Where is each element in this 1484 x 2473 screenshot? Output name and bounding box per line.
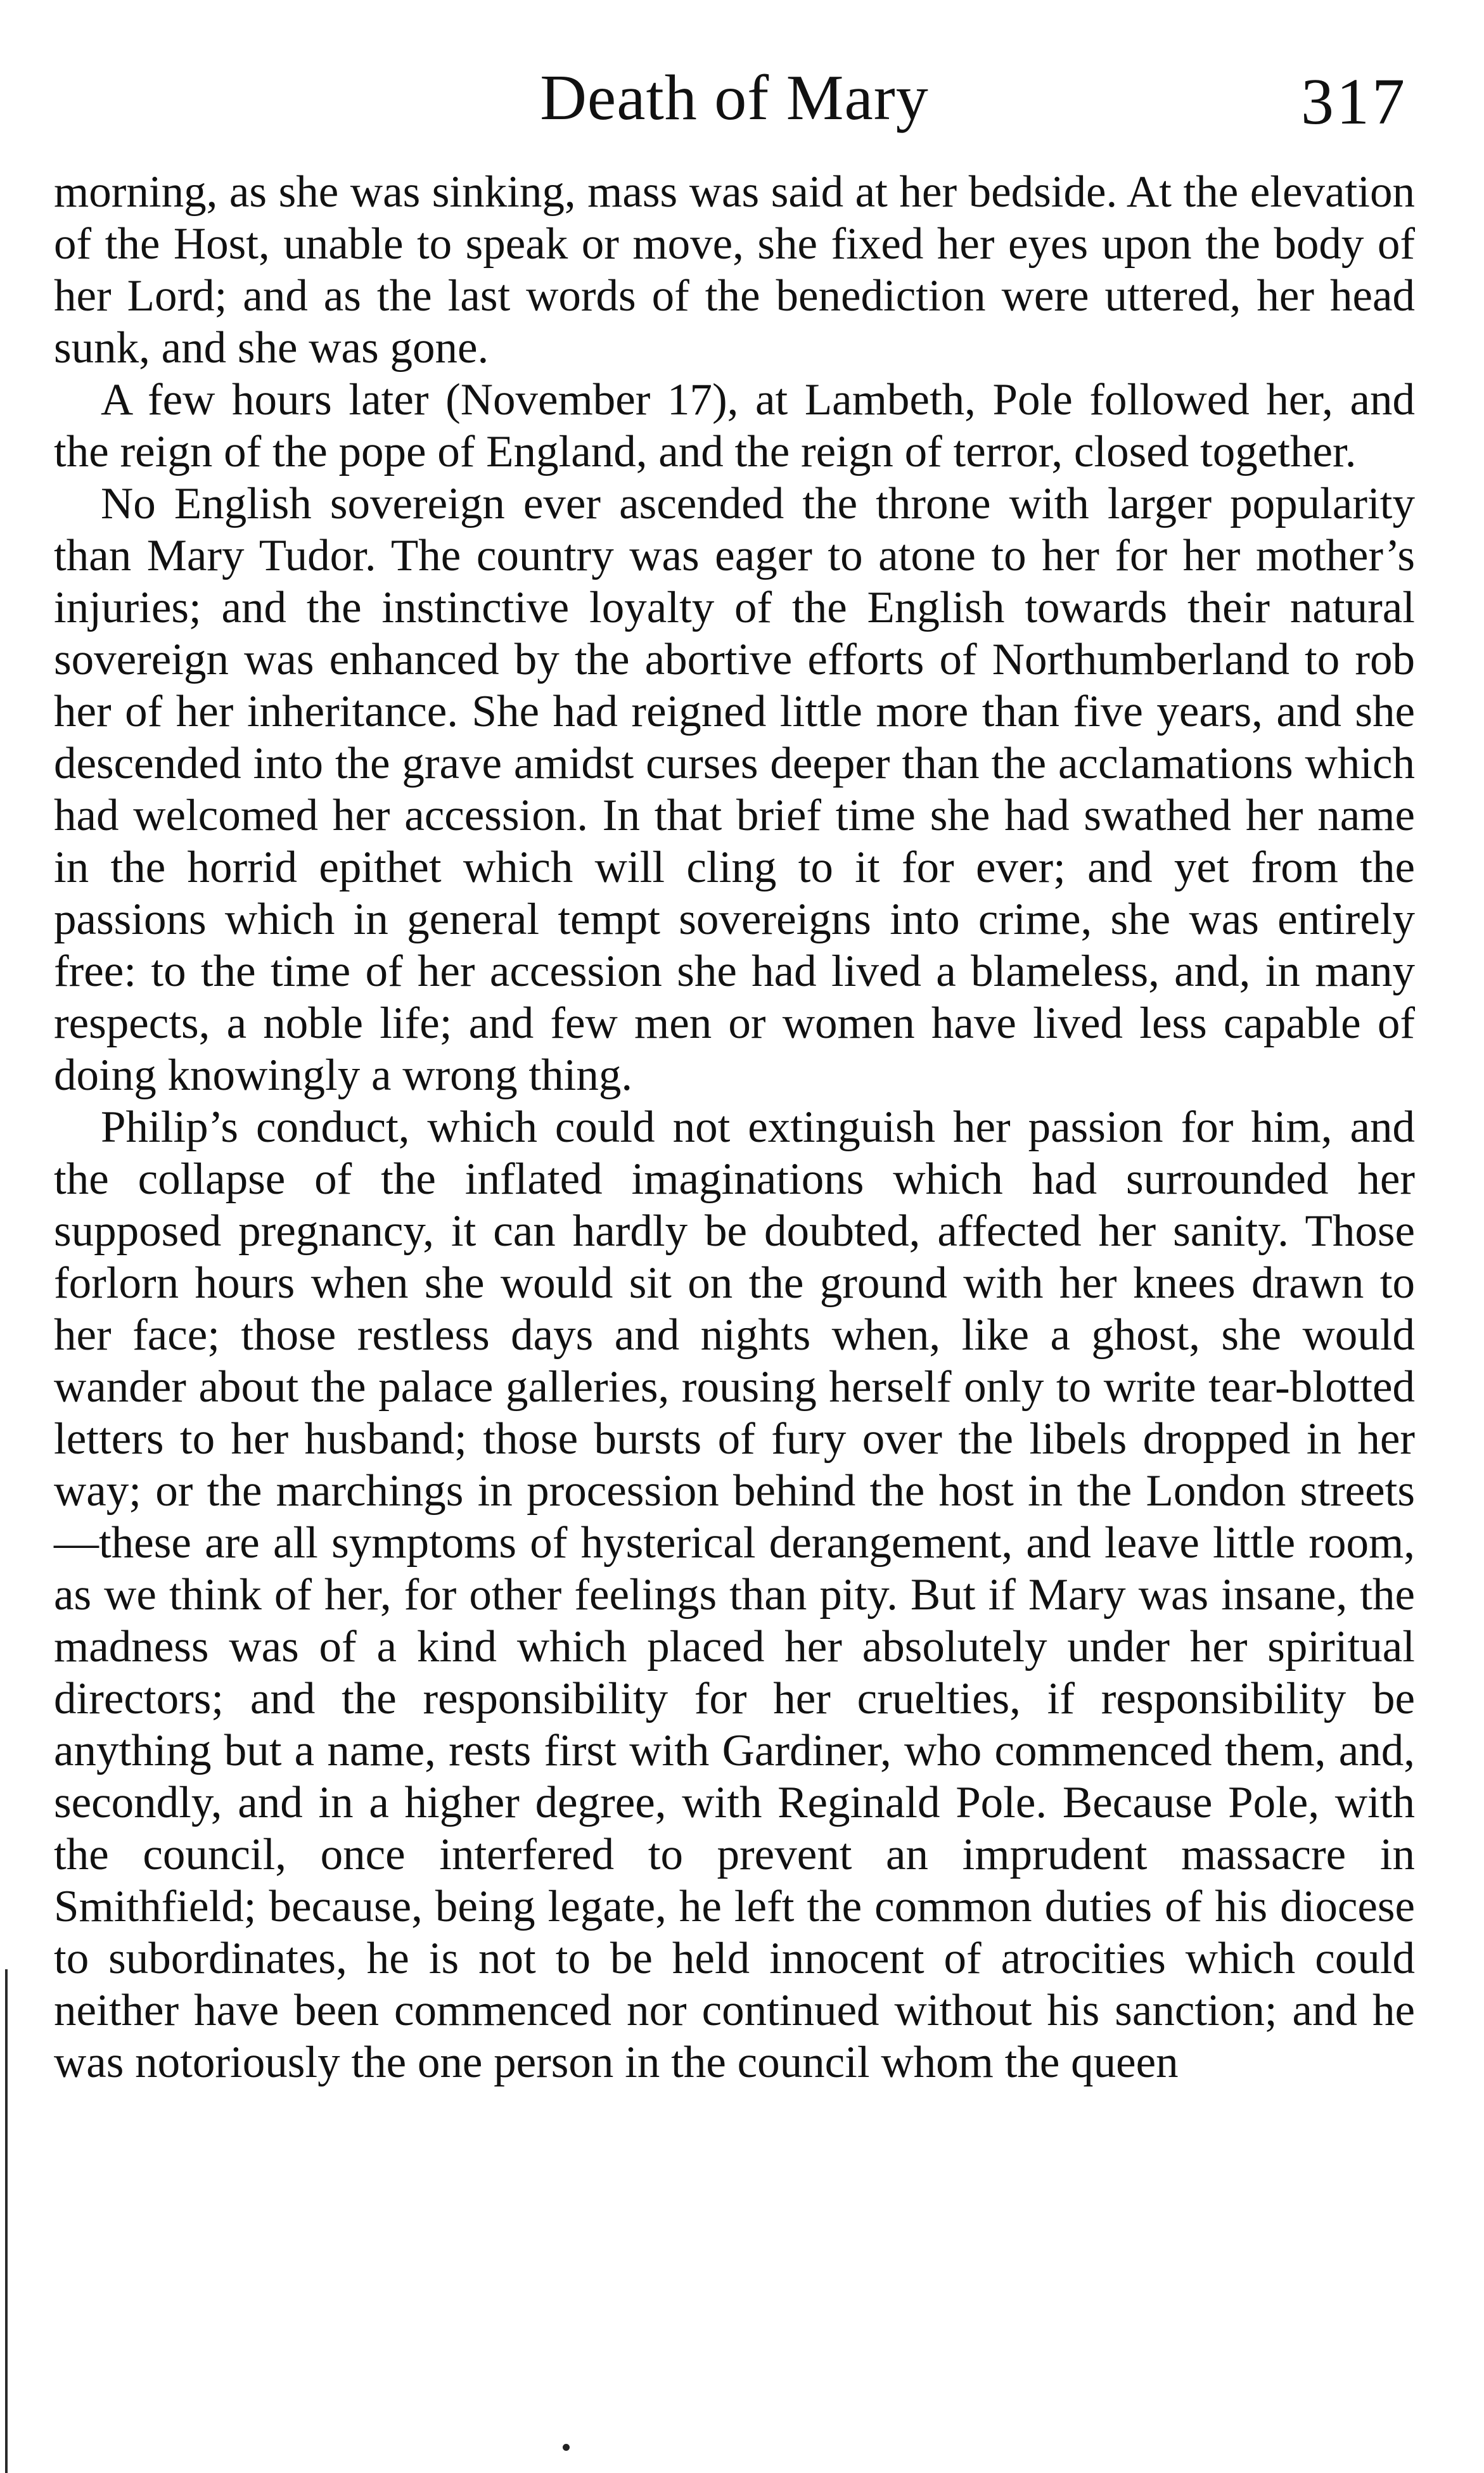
footer-dot: [563, 2444, 570, 2451]
body-text: [54, 166, 1415, 2088]
page-number: 317: [1301, 65, 1407, 138]
running-head: [54, 60, 1415, 136]
paragraph-continuation: morning, as she was sinking, mass was said at her bedside. At the elevation of the Host, unable to speak or move, she fixed her eyes upon the body of her Lord; and as the last words of the benediction were uttered, her head sunk, and she was gone.: [54, 167, 1415, 373]
paragraph: Philip’s conduct, which could not extinguish her passion for him, and the collapse of the inflated imaginations which had surrounded her supposed pregnancy, it can hardly be doubted, affected her sanity. Those forlorn hours when she would sit on the ground with her knees drawn to her face; those restless days and nights when, like a ghost, she would wander about the palace galleries, rousing herself only to write tear-blotted letters to her husband; those bursts of fury over the libels dropped in her way; or the marchings in procession behind the host in the London streets—these are all symptoms of hysterical derangement, and leave little room, as we think of her, for other feelings than pity. But if Mary was insane, the madness was of a kind which placed her absolutely under her spiritual directors; and the responsibility for her cruelties, if responsibility be anything but a name, rests first with Gardiner, who commenced them, and, secondly, and in a higher degree, with Reginald Pole. Because Pole, with the council, once interfered to prevent an imprudent massacre in Smithfield; because, being legate, he left the common duties of his diocese to subordinates, he is not to be held innocent of atrocities which could neither have been commenced nor continued without his sanction; and he was notoriously the one person in the council whom the queen: [54, 1102, 1415, 2087]
page-title: Death of Mary: [540, 62, 929, 134]
paragraph: A few hours later (November 17), at Lambeth, Pole followed her, and the reign of the pope of England, and the reign of terror, closed together.: [54, 375, 1415, 476]
margin-rule: [5, 1969, 8, 2473]
paragraph: No English sovereign ever ascended the throne with larger popularity than Mary Tudor. The country was eager to atone to her for her mother’s injuries; and the instinctive loyalty of the English towards their natural sovereign was enhanced by the abortive efforts of Northumberland to rob her of her inheritance. She had reigned little more than five years, and she descended into the grave amidst curses deeper than the acclamations which had welcomed her accession. In that brief time she had swathed her name in the horrid epithet which will cling to it for ever; and yet from the passions which in general tempt sovereigns into crime, she was entirely free: to the time of her accession she had lived a blameless, and, in many respects, a noble life; and few men or women have lived less capable of doing knowingly a wrong thing.: [54, 479, 1415, 1100]
